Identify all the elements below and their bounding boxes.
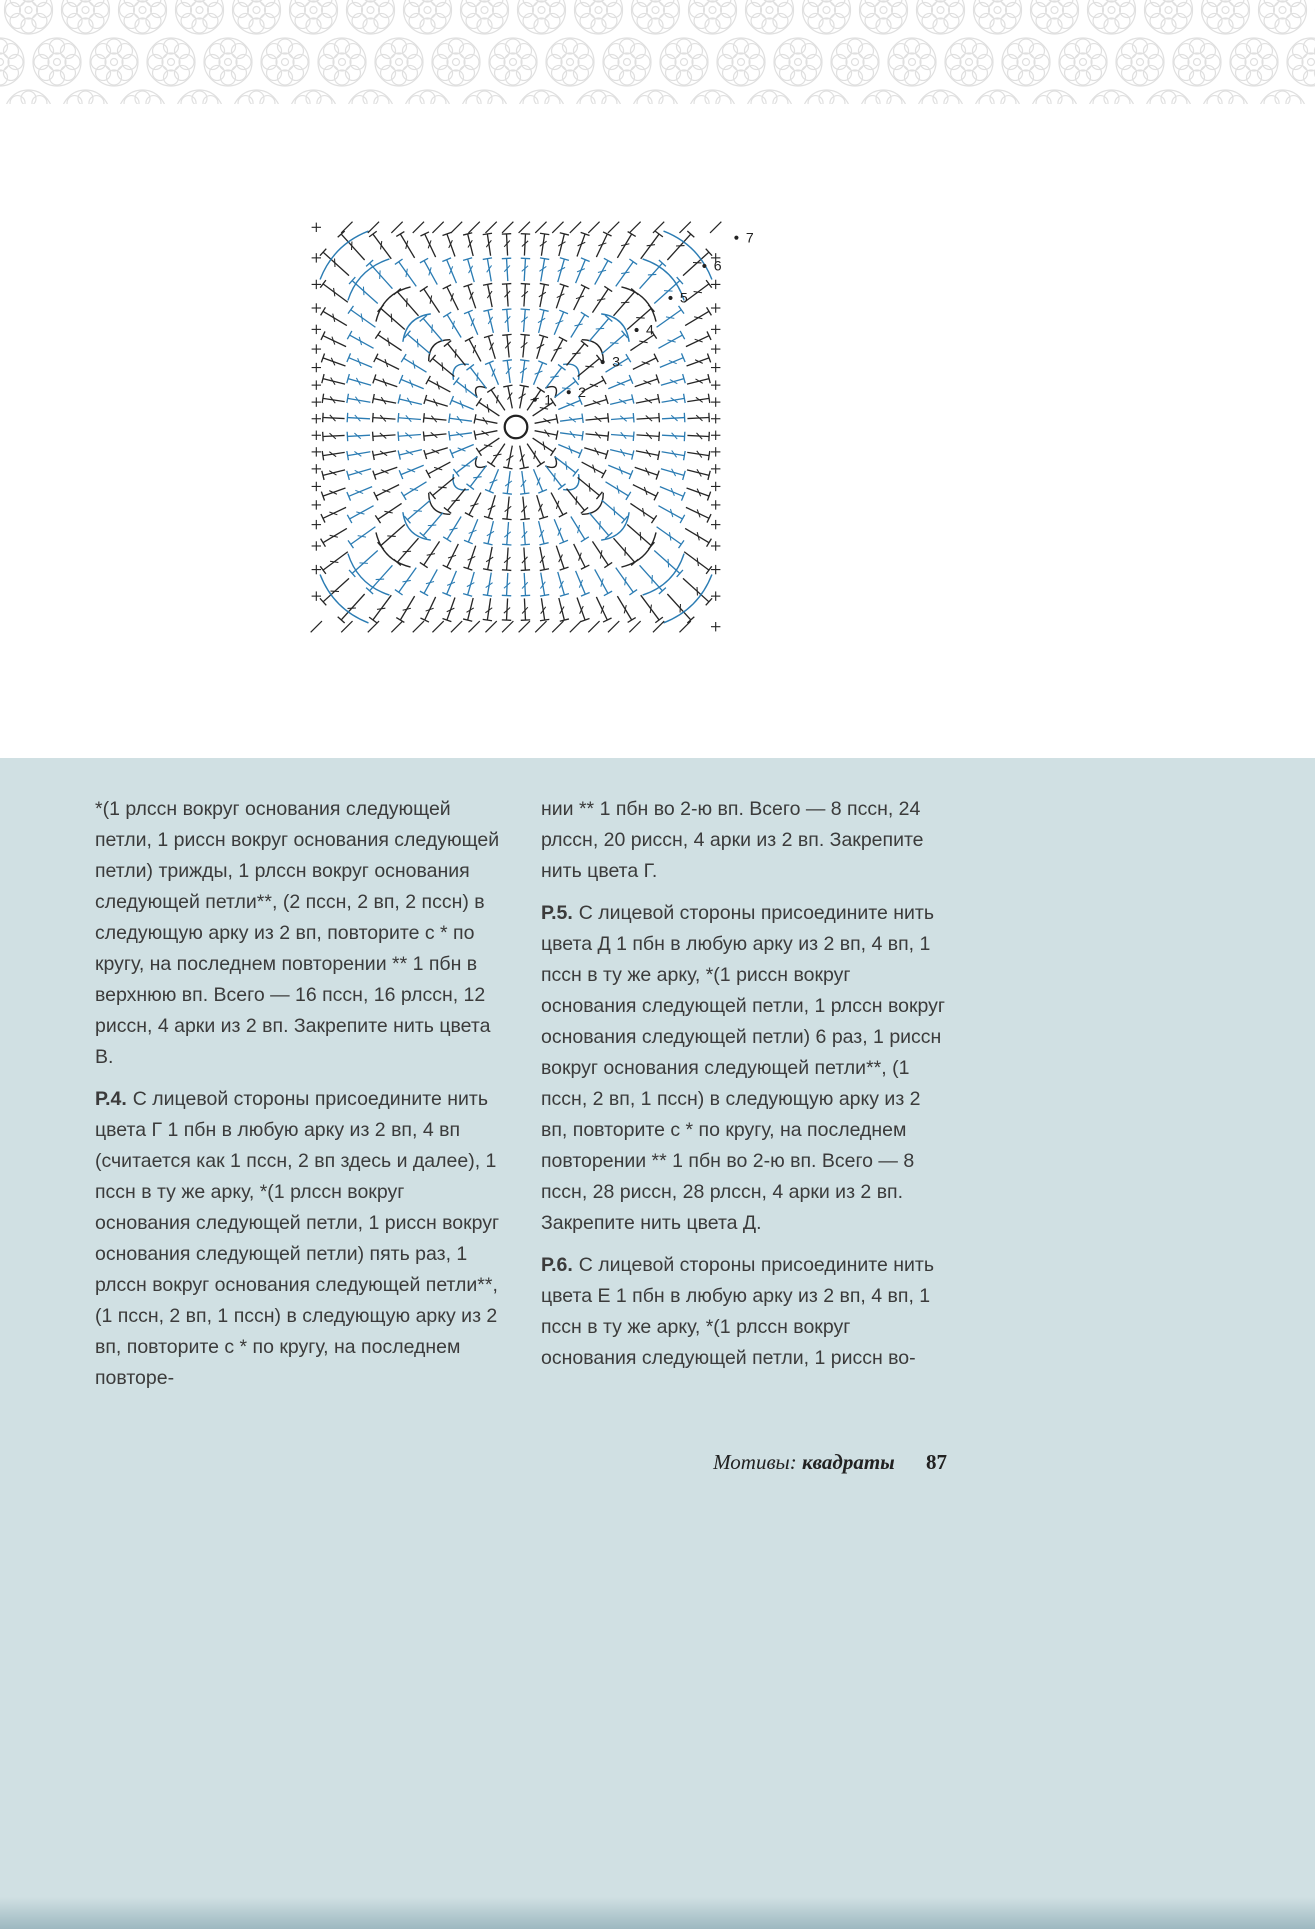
paragraph-text: С лицевой стороны присоедините нить цвета Г 1 пбн в любую арку из 2 вп, 4 вп (считается как 1 пссн, 2 вп здесь и далее), 1 пссн в ту же арку, *(1 рлссн вокруг основания следующей петли, 1 риссн вокруг основания следующей петли) пять раз, 1 рлссн вокруг основания следующей петли**, (1 пссн, 2 вп, 1 пссн) в следующую арку из 2 вп, повторите с * по кругу, на последнем повторе- xyxy=(95,1088,500,1389)
pattern-paragraph xyxy=(541,1250,947,1374)
svg-text:5: 5 xyxy=(679,289,688,306)
round-label: Р.4. xyxy=(95,1088,127,1110)
page-bottom-shade xyxy=(0,1897,1315,1929)
paragraph-text: С лицевой стороны присоедините нить цвета Е 1 пбн в любую арку из 2 вп, 4 вп, 1 пссн в ту же арку, *(1 рлссн вокруг основания следующей петли, 1 риссн во- xyxy=(541,1254,935,1369)
svg-text:3: 3 xyxy=(612,353,620,370)
svg-text:6: 6 xyxy=(713,257,722,274)
paragraph-text: С лицевой стороны присоедините нить цвета Д 1 пбн в любую арку из 2 вп, 4 вп, 1 пссн в ту же арку, *(1 риссн вокруг основания следующей петли, 1 рлссн вокруг основания следующей петли) 6 раз, 1 риссн вокруг основания следующей петли**, (1 пссн, 2 вп, 1 пссн) в следующую арку из 2 вп, повторите с * по кругу, на последнем повторении ** 1 пбн во 2-ю вп. Всего — 8 пссн, 28 риссн, 28 рлссн, 4 арки из 2 вп. Закрепите нить цвета Д. xyxy=(541,902,945,1234)
crochet-chart-svg xyxy=(224,132,808,722)
left-column xyxy=(95,794,501,1405)
page-number: 87 xyxy=(926,1450,947,1474)
round-label: Р.6. xyxy=(541,1254,573,1276)
pattern-paragraph xyxy=(95,1084,501,1394)
text-columns xyxy=(95,794,947,1405)
pattern-text-section xyxy=(0,758,1315,1929)
footer-section-topic: квадраты xyxy=(802,1450,895,1474)
svg-text:2: 2 xyxy=(578,383,587,400)
ornament-band xyxy=(0,0,1315,104)
pattern-paragraph xyxy=(541,794,947,887)
pattern-paragraph xyxy=(95,794,501,1073)
page-footer xyxy=(95,1450,947,1475)
paragraph-text: нии ** 1 пбн во 2-ю вп. Всего — 8 пссн, 24 рлссн, 20 риссн, 4 арки из 2 вп. Закрепите нить цвета Г. xyxy=(541,798,924,882)
crochet-diagram xyxy=(224,132,808,722)
pattern-paragraph xyxy=(541,898,947,1239)
svg-text:7: 7 xyxy=(745,229,754,246)
svg-text:4: 4 xyxy=(645,321,654,338)
round-label: Р.5. xyxy=(541,902,573,924)
right-column xyxy=(541,794,947,1405)
footer-section-label: Мотивы: xyxy=(713,1450,797,1474)
paragraph-text: *(1 рлссн вокруг основания следующей петли, 1 риссн вокруг основания следующей петли) трижды, 1 рлссн вокруг основания следующей петли**, (2 пссн, 2 вп, 2 пссн) в следующую арку из 2 вп, повторите с * по кругу, на последнем повторении ** 1 пбн в верхнюю вп. Всего — 16 пссн, 16 рлссн, 12 риссн, 4 арки из 2 вп. Закрепите нить цвета В. xyxy=(95,798,500,1068)
svg-text:1: 1 xyxy=(544,391,553,408)
